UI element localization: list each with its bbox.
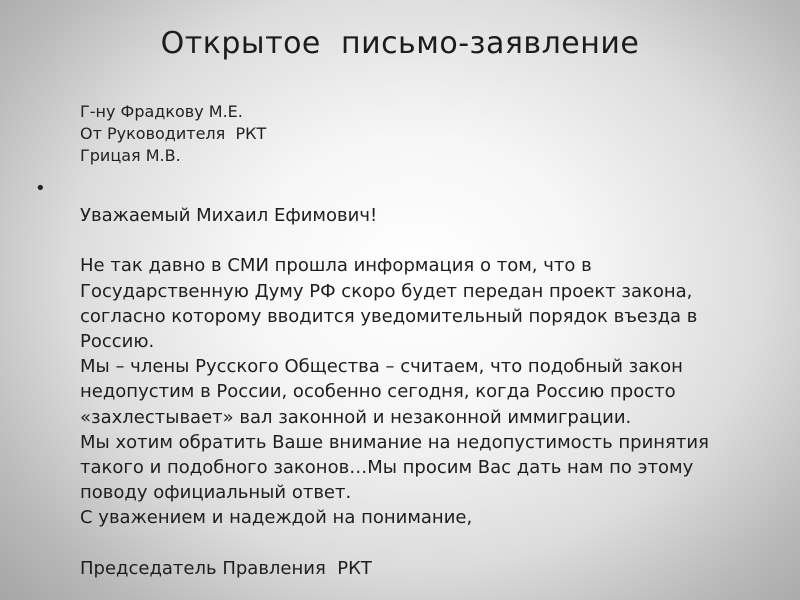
letter-signature: Председатель Правления РКТ bbox=[80, 557, 372, 579]
letter-greeting: Уважаемый Михаил Ефимович! bbox=[80, 205, 378, 226]
letter-body bbox=[80, 203, 780, 581]
letter-line: «захлестывает» вал законной и незаконной иммиграции. bbox=[80, 406, 632, 428]
bullet-icon: • bbox=[35, 178, 46, 199]
blank-line bbox=[80, 531, 780, 556]
letter-line: согласно которому вводится уведомительный порядок въезда в bbox=[80, 305, 698, 327]
letter-line: Мы хотим обратить Ваше внимание на недопустимость принятия bbox=[80, 431, 709, 453]
slide-title: Открытое письмо-заявление bbox=[160, 26, 640, 61]
addressee-line: Г-ну Фрадкову М.Е. bbox=[80, 102, 243, 121]
addressee-line: От Руководителя РКТ bbox=[80, 124, 267, 143]
letter-line: Россию. bbox=[80, 331, 155, 352]
letter-line: поводу официальный ответ. bbox=[80, 482, 352, 504]
letter-line: недопустим в России, особенно сегодня, когда Россию просто bbox=[80, 381, 676, 403]
blank-line bbox=[80, 228, 780, 253]
letter-line: С уважением и надеждой на понимание, bbox=[80, 507, 473, 529]
addressee-line: Грицая М.В. bbox=[80, 146, 181, 165]
letter-line: Государственную Думу РФ скоро будет передан проект закона, bbox=[80, 280, 693, 302]
letter-line: такого и подобного законов…Мы просим Вас дать нам по этому bbox=[80, 457, 694, 479]
addressee-block bbox=[80, 101, 266, 167]
letter-line: Не так давно в СМИ прошла информация о том, что в bbox=[80, 255, 592, 277]
letter-line: Мы – члены Русского Общества – считаем, что подобный закон bbox=[80, 356, 683, 378]
